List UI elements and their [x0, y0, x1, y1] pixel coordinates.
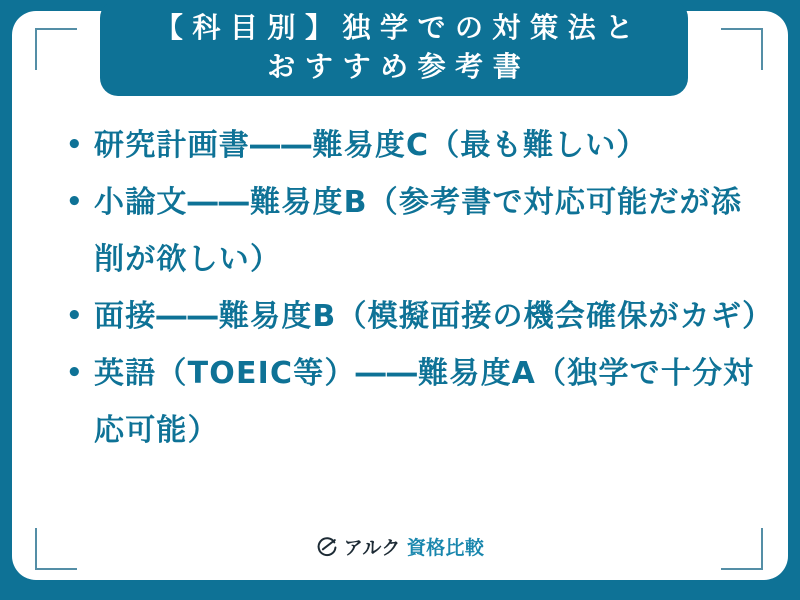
- list-item: [66, 288, 774, 345]
- list-item: [68, 345, 762, 459]
- corner-bracket-top-right: [721, 28, 763, 70]
- bullet-icon: •: [66, 358, 84, 388]
- subject-difficulty-list: [66, 117, 774, 459]
- content-card: [12, 11, 788, 580]
- title-banner: [100, 0, 688, 96]
- page-title-line2: おすすめ参考書: [267, 50, 531, 83]
- site-logo: [12, 533, 788, 560]
- list-item-text: 研究計画書――難易度C（最も難しい）: [94, 128, 648, 163]
- logo-brand-text: アルク: [343, 537, 401, 559]
- corner-bracket-top-left: [35, 28, 77, 70]
- page-title-line1: 【科目別】独学での対策法と: [154, 11, 643, 45]
- bullet-icon: •: [66, 301, 84, 331]
- list-item-text: 面接――難易度B（模擬面接の機会確保がカギ）: [94, 299, 774, 334]
- list-item: [68, 174, 762, 288]
- logo-service-text: 資格比較: [406, 537, 485, 559]
- bullet-icon: •: [66, 130, 84, 160]
- bullet-icon: •: [66, 187, 84, 217]
- list-item-text: 英語（TOEIC等）――難易度A（独学で十分対応可能）: [94, 356, 755, 448]
- list-item-text: 小論文――難易度B（参考書で対応可能だが添削が欲しい）: [94, 185, 743, 277]
- list-item: [68, 117, 762, 174]
- alc-circle-logo-icon: [316, 536, 338, 558]
